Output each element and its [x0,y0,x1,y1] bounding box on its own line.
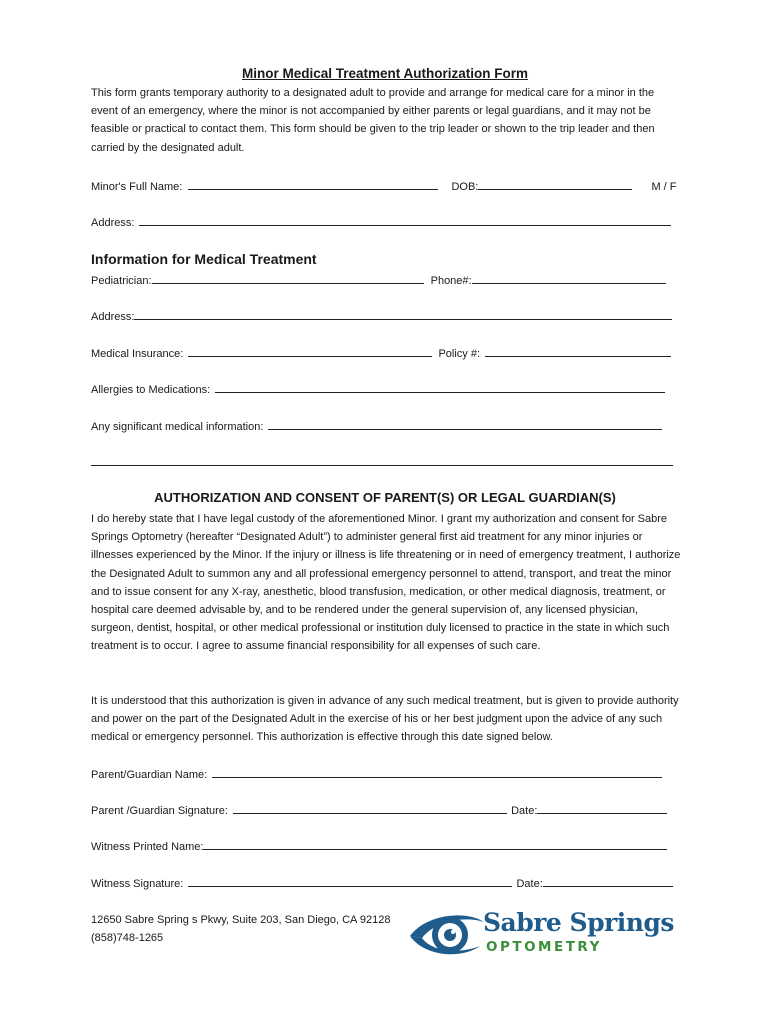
consent-paragraph-1: I do hereby state that I have legal custody of the aforementioned Minor. I grant my authorization and consent for Sabre Springs Optometry (hereafter “Designated Adult”) to administer general first aid treatment for any minor injuries or illnesses experienced by the Minor. If the injury or illness is life threatening or in need of emergency treatment, I authorize the Designated Adult to summon any and all professional emergency personnel to attend, transport, and treat the minor and to issue consent for any X-ray, anesthetic, blood transfusion, medication, or other medical diagnosis, treatment, or hospital care deemed advisable by, and to be rendered under the general supervision of, any licensed physician, surgeon, dentist, hospital, or other medical professional or institution duly licensed to practice in the state in which such treatment is to occur. I agree to assume financial responsibility for all expenses of such care. [91,513,681,653]
minor-name-label: Minor's Full Name: [91,181,183,193]
allergies-label: Allergies to Medications: [91,384,211,396]
minor-address-field[interactable] [139,214,671,226]
witness-signature-field[interactable] [188,875,512,887]
dob-label: DOB: [451,181,479,193]
guardian-date-field[interactable] [537,802,667,814]
sabre-springs-logo [408,908,674,960]
intro-paragraph: This form grants temporary authority to a designated adult to provide and arrange for medical care for a minor in the event of an emergency, where the minor is not accompanied by either parents or legal guardians, and it may not be feasible or practical to contact them. This form should be given to the trip leader or shown to the trip leader and then carried by the designated adult. [91,87,655,154]
guardian-name-label: Parent/Guardian Name: [91,769,208,781]
dob-field[interactable] [478,178,632,190]
footer-contact [91,911,390,947]
footer-address: 12650 Sabre Spring s Pkwy, Suite 203, San Diego, CA 92128 [91,914,391,926]
consent-heading: AUTHORIZATION AND CONSENT OF PARENT(S) OR LEGAL GUARDIAN(S) [154,490,616,505]
insurance-field[interactable] [188,345,432,357]
guardian-name-field[interactable] [212,766,662,778]
allergies-field[interactable] [215,381,665,393]
medical-info-field[interactable] [268,418,662,430]
witness-date-field[interactable] [543,875,673,887]
witness-name-label: Witness Printed Name: [91,841,204,853]
witness-signature-row [91,875,673,891]
pediatrician-label: Pediatrician: [91,275,152,287]
witness-signature-label: Witness Signature: [91,878,184,890]
guardian-signature-row [91,802,667,818]
allergies-row [91,381,665,397]
policy-field[interactable] [485,345,671,357]
logo-title: Sabre Springs [483,908,674,937]
medical-info-row [91,418,662,434]
witness-name-field[interactable] [203,838,667,850]
pediatrician-field[interactable] [152,272,424,284]
medical-heading: Information for Medical Treatment [91,251,317,267]
footer-phone: (858)748-1265 [91,932,164,944]
medical-address-row [91,308,672,324]
minor-address-label: Address: [91,217,135,229]
logo-subtitle: OPTOMETRY [486,939,602,955]
guardian-date-label: Date: [511,805,538,817]
medical-info-field-line2[interactable] [91,465,673,466]
medical-info-label: Any significant medical information: [91,421,264,433]
minor-name-field[interactable] [188,178,438,190]
phone-label: Phone#: [430,275,472,287]
guardian-name-row [91,766,662,782]
insurance-row [91,345,671,361]
phone-field[interactable] [472,272,666,284]
sex-option[interactable]: M / F [651,181,677,193]
minor-name-row [91,178,677,194]
minor-address-row [91,214,671,230]
guardian-signature-label: Parent /Guardian Signature: [91,805,228,817]
medical-address-field[interactable] [134,308,672,320]
insurance-label: Medical Insurance: [91,348,184,360]
pediatrician-row [91,272,666,288]
form-title: Minor Medical Treatment Authorization Form [241,66,529,81]
medical-address-label: Address: [91,311,135,323]
witness-name-row [91,838,667,854]
consent-paragraph-2: It is understood that this authorization is given in advance of any such medical treatment, but is given to provide authority and power on the part of the Designated Adult in the exercise of his or her best judgment upon the advice of any such medical or emergency personnel. This authorization is effective through this date signed below. [91,695,679,744]
policy-label: Policy #: [438,348,481,360]
eye-logo-icon [408,908,486,960]
witness-date-label: Date: [516,878,543,890]
guardian-signature-field[interactable] [233,802,507,814]
